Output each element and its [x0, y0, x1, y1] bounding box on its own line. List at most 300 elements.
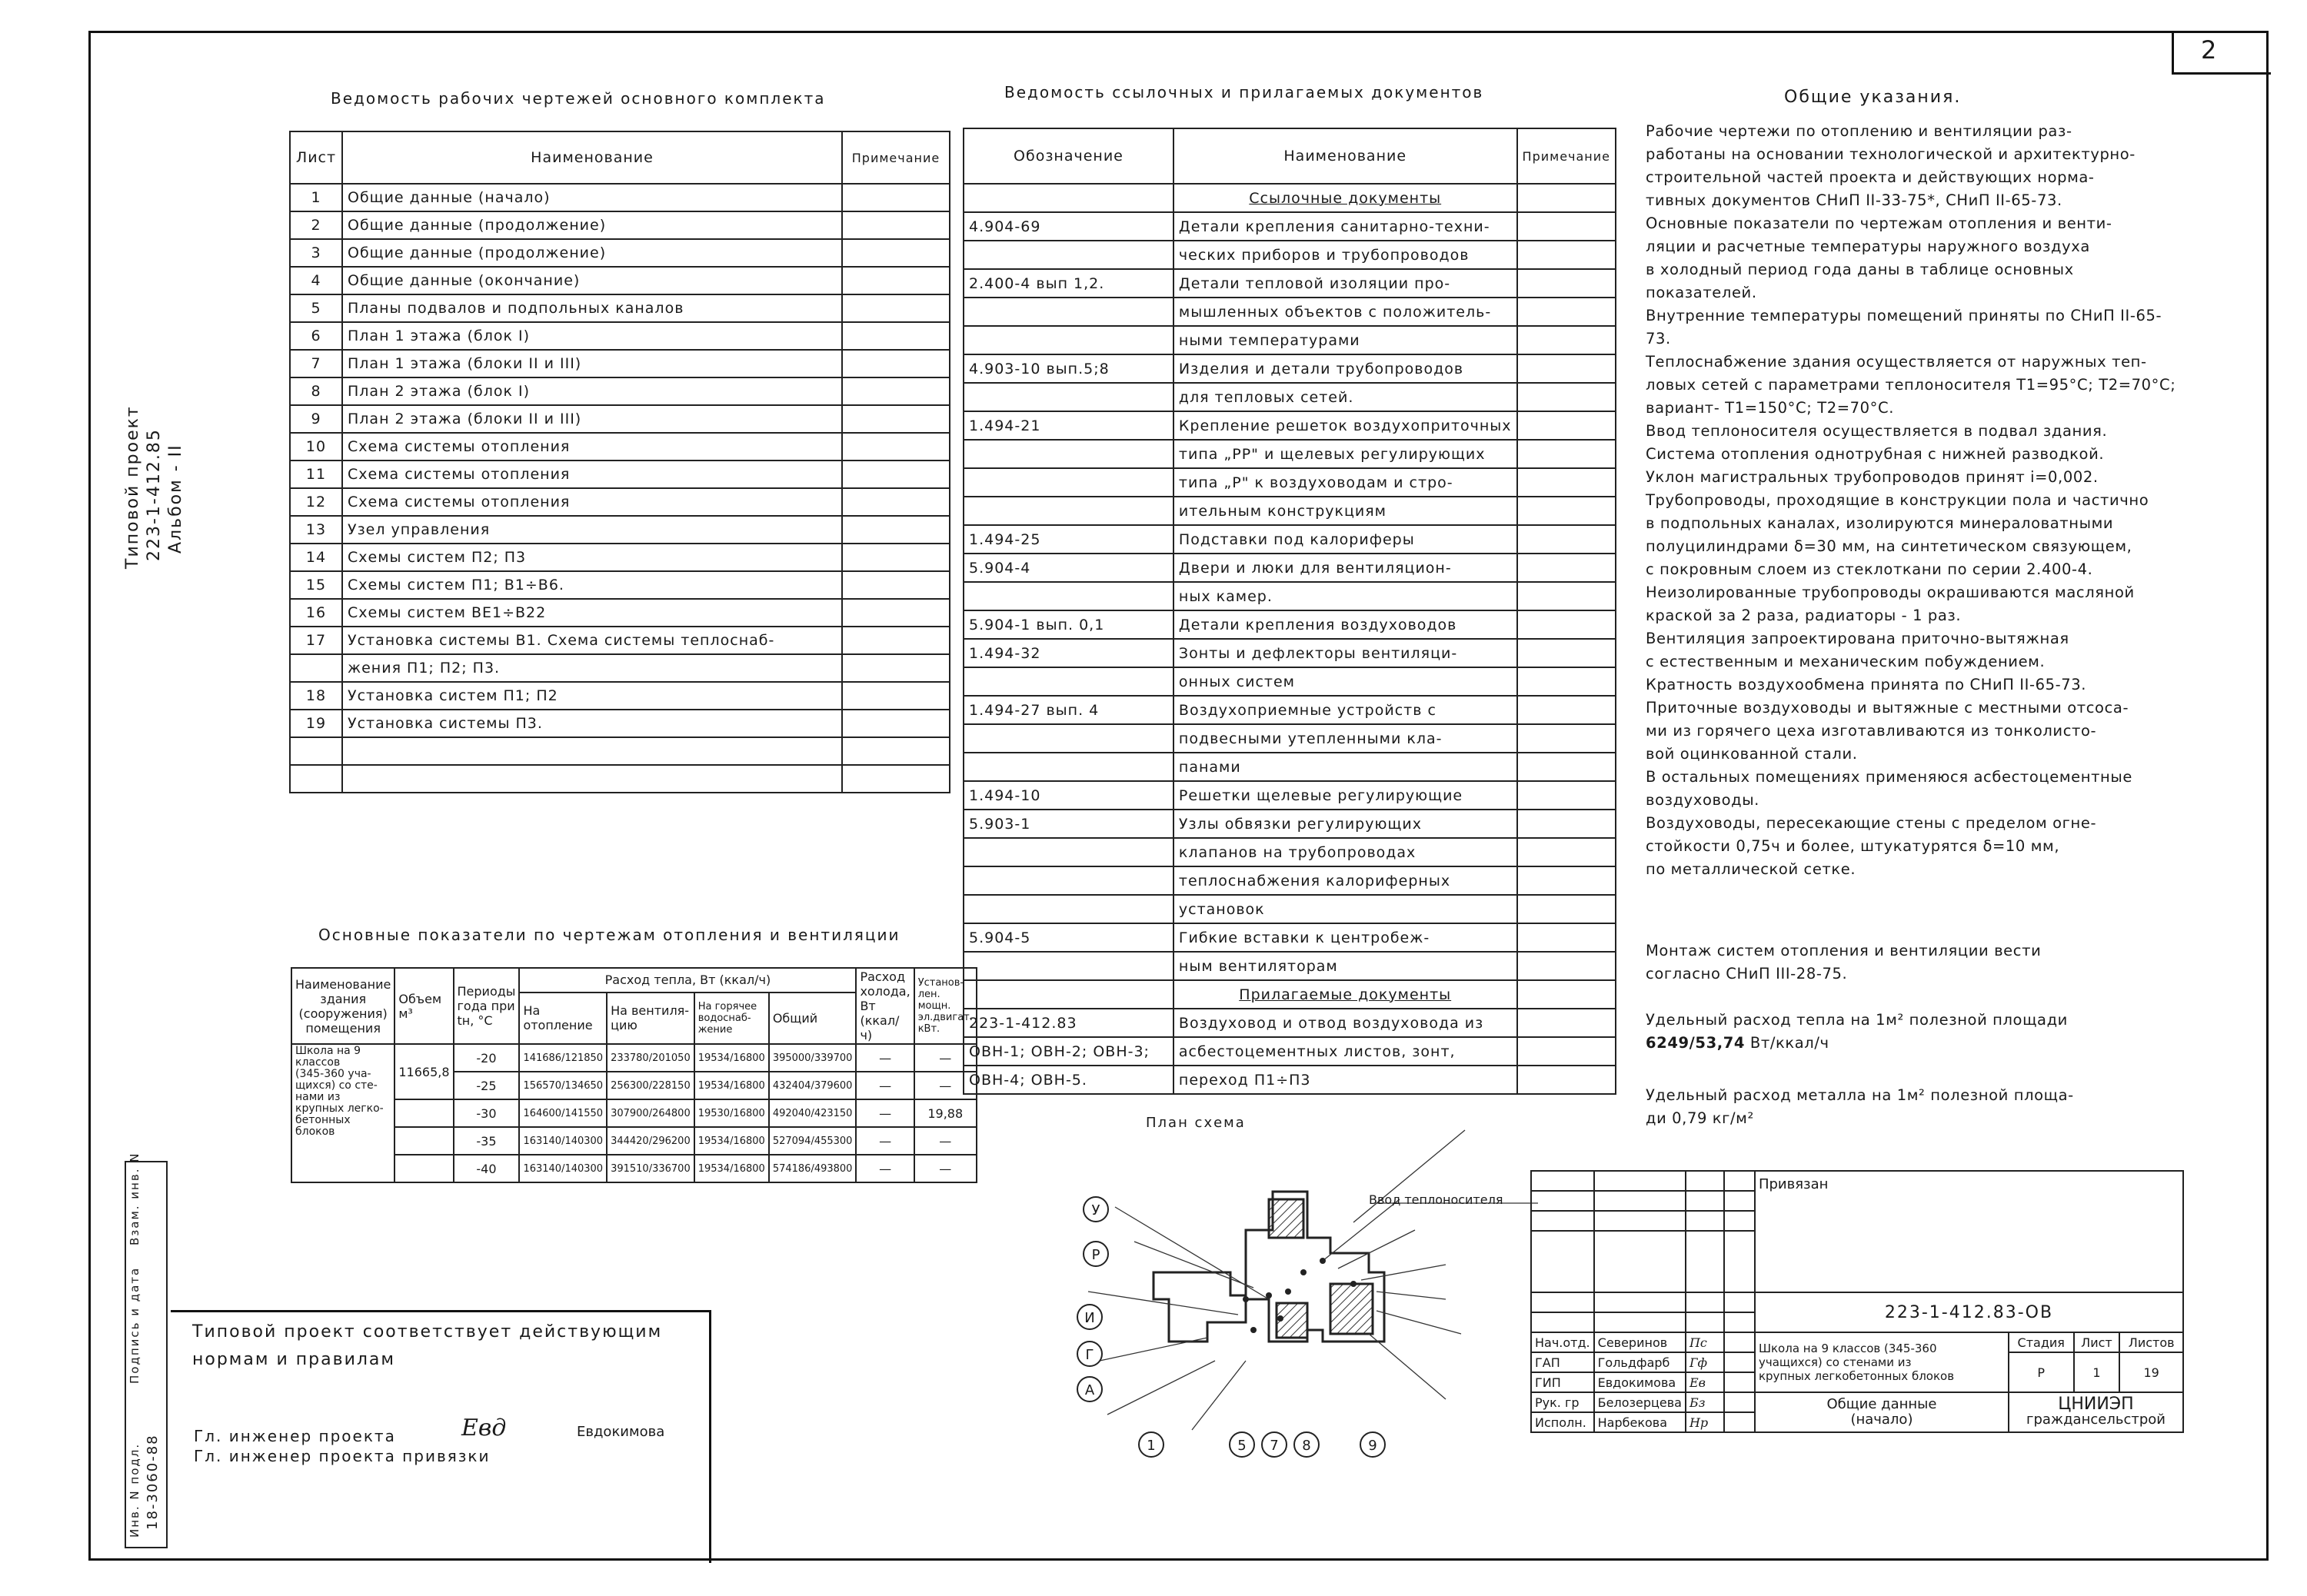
staff-signature-2: Ев: [1686, 1372, 1724, 1392]
note-line: Рабочие чертежи по отоплению и вентиляции раз-: [1646, 122, 2072, 140]
building-line: нами из: [295, 1091, 341, 1103]
indicator-cell: 19,88: [914, 1099, 977, 1127]
note-line: ми из горячего цеха изготавливаются из тонколисто-: [1646, 722, 2097, 740]
reference-row: [964, 582, 1616, 610]
drawing-name: План 1 этажа (блоки II и III): [342, 350, 842, 377]
axis-g: Г: [1077, 1341, 1103, 1367]
reference-code: [964, 582, 1173, 610]
note-line: ляции и расчетные температуры наружного воздуха: [1646, 238, 2090, 255]
drawing-sheet-no: [290, 765, 342, 793]
conformity-line-2: нормам и правилам: [192, 1350, 396, 1369]
staff-name-3: Белозерцева: [1594, 1392, 1686, 1412]
drawing-name: Общие данные (продолжение): [342, 239, 842, 267]
reference-code: 4.904-69: [964, 212, 1173, 241]
project-vertical-title-1: Типовой проект: [123, 405, 142, 569]
reference-note: [1517, 952, 1616, 980]
drawing-name: Схемы систем ВЕ1÷В22: [342, 599, 842, 627]
indicator-cell: 19534/16800: [694, 1044, 769, 1072]
indicator-cell: 156570/134650: [519, 1072, 607, 1099]
note-line: с естественным и механическим побуждением.: [1646, 653, 2046, 670]
montage-note: [1646, 939, 2041, 986]
reference-row: [964, 497, 1616, 525]
indicator-cell: -25: [454, 1072, 520, 1099]
org-subname: граждансельстрой: [2026, 1411, 2166, 1428]
reference-name: Детали тепловой изоляции про-: [1173, 269, 1517, 298]
sheet-label: Лист: [2074, 1332, 2120, 1352]
axis-a: А: [1077, 1376, 1103, 1402]
drawing-sheet-no: 11: [290, 461, 342, 488]
staff-name-0: Северинов: [1594, 1332, 1686, 1352]
staff-signature-0: Пс: [1686, 1332, 1724, 1352]
drawing-row: [290, 294, 950, 322]
col-periods: Периоды года при tн, °С: [454, 968, 520, 1044]
reference-note: [1517, 298, 1616, 326]
reference-note: [1517, 212, 1616, 241]
drawing-name: [342, 737, 842, 765]
left-stamp-label-1: Инв. N подл.: [128, 1442, 141, 1538]
reference-row: [964, 866, 1616, 895]
drawing-row: [290, 267, 950, 294]
reference-code: [964, 241, 1173, 269]
drawing-sheet-no: 16: [290, 599, 342, 627]
drawing-note: [842, 322, 950, 350]
note-line: Уклон магистральных трубопроводов принят i=0,002.: [1646, 468, 2099, 486]
reference-name: ными температурами: [1173, 326, 1517, 354]
indicator-cell: 492040/423150: [769, 1099, 857, 1127]
drawing-sheet-no: 14: [290, 544, 342, 571]
indicator-cell: 233780/201050: [607, 1044, 694, 1072]
staff-role-2: ГИП: [1531, 1372, 1594, 1392]
reference-row: [964, 923, 1616, 952]
indicator-row: [291, 1099, 977, 1127]
title-block: [1530, 1170, 2184, 1433]
reference-name: ным вентиляторам: [1173, 952, 1517, 980]
indicator-cell: 391510/336700: [607, 1155, 694, 1182]
reference-name: Прилагаемые документы: [1173, 980, 1517, 1009]
col-heat-heating: На отопление: [519, 993, 607, 1044]
drawing-name: Установка системы П3.: [342, 710, 842, 737]
object-line-1: Школа на 9 классов (345-360: [1758, 1342, 1937, 1355]
reference-row: [964, 525, 1616, 554]
drawing-name: Общие данные (продолжение): [342, 211, 842, 239]
reference-row: [964, 810, 1616, 838]
note-line: тивных документов СНиП II-33-75*, СНиП II-65-73.: [1646, 191, 2062, 209]
reference-docs-table: [963, 128, 1616, 1095]
reference-code: 223-1-412.83: [964, 1009, 1173, 1037]
reference-code: [964, 667, 1173, 696]
indicators-table: [291, 967, 977, 1183]
drawing-note: [842, 184, 950, 211]
note-line: Трубопроводы, проходящие в конструкции пола и частично: [1646, 491, 2149, 509]
reference-code: [964, 895, 1173, 923]
sheet-value: 1: [2074, 1352, 2120, 1392]
reference-note: [1517, 554, 1616, 582]
reference-note: [1517, 269, 1616, 298]
reference-name: асбестоцементных листов, зонт,: [1173, 1037, 1517, 1066]
axis-5: 5: [1229, 1431, 1255, 1458]
reference-row: [964, 354, 1616, 383]
reference-row: [964, 212, 1616, 241]
reference-note: [1517, 411, 1616, 440]
drawing-sheet-no: [290, 654, 342, 682]
col-sheet: Лист: [290, 131, 342, 184]
drawing-row: [290, 377, 950, 405]
building-line: щихся) со сте-: [295, 1079, 378, 1092]
reference-code: [964, 952, 1173, 980]
staff-role-0: Нач.отд.: [1531, 1332, 1594, 1352]
indicator-cell: 432404/379600: [769, 1072, 857, 1099]
drawing-name: [342, 765, 842, 793]
note-line: ловых сетей с параметрами теплоносителя Т1=95°С; Т2=70°С;: [1646, 376, 2176, 394]
reference-code: [964, 724, 1173, 753]
bound-label: Привязан: [1758, 1176, 1829, 1192]
reference-row: [964, 753, 1616, 781]
note-line: Система отопления однотрубная с нижней разводкой.: [1646, 445, 2105, 463]
reference-name: панами: [1173, 753, 1517, 781]
col-ref-note: Примечание: [1517, 128, 1616, 184]
drawing-note: [842, 405, 950, 433]
drawing-row: [290, 350, 950, 377]
col-ref-name: Наименование: [1173, 128, 1517, 184]
reference-note: [1517, 610, 1616, 639]
reference-code: 1.494-32: [964, 639, 1173, 667]
note-line: Воздуховоды, пересекающие стены с пределом огне-: [1646, 814, 2097, 832]
drawing-note: [842, 488, 950, 516]
reference-name: онных систем: [1173, 667, 1517, 696]
left-stamp-label-3: Взам. инв. N: [128, 1152, 141, 1245]
drawing-sheet-no: [290, 737, 342, 765]
note-line: В остальных помещениях применяюся асбестоцементные: [1646, 768, 2133, 786]
staff-signature-4: Нр: [1686, 1412, 1724, 1432]
drawing-name: План 2 этажа (блок I): [342, 377, 842, 405]
axis-9: 9: [1360, 1431, 1386, 1458]
staff-name-4: Нарбекова: [1594, 1412, 1686, 1432]
building-line: (345-360 уча-: [295, 1068, 371, 1080]
reference-row: [964, 610, 1616, 639]
indicator-cell: 19530/16800: [694, 1099, 769, 1127]
drawing-sheet-no: 7: [290, 350, 342, 377]
reference-code: 5.904-1 вып. 0,1: [964, 610, 1173, 639]
scheme-input-label: Ввод теплоносителя: [1369, 1192, 1503, 1207]
reference-note: [1517, 497, 1616, 525]
reference-row: [964, 184, 1616, 212]
reference-name: клапанов на трубопроводах: [1173, 838, 1517, 866]
reference-code: [964, 184, 1173, 212]
staff-role-1: ГАП: [1531, 1352, 1594, 1372]
note-line: краской за 2 раза, радиаторы - 1 раз.: [1646, 607, 1962, 624]
drawing-note: [842, 461, 950, 488]
col-heat-total: Общий: [769, 993, 857, 1044]
staff-signature-3: Бз: [1686, 1392, 1724, 1412]
indicator-cell: 19534/16800: [694, 1127, 769, 1155]
drawing-sheet-no: 10: [290, 433, 342, 461]
indicator-cell: 19534/16800: [694, 1072, 769, 1099]
drawing-note: [842, 737, 950, 765]
indicator-cell: -20: [454, 1044, 520, 1072]
project-code: 223-1-412.83-ОВ: [1884, 1302, 2054, 1322]
drawing-row: [290, 211, 950, 239]
note-line: Основные показатели по чертежам отопления и венти-: [1646, 214, 2112, 232]
drawing-sheet-no: 19: [290, 710, 342, 737]
reference-note: [1517, 923, 1616, 952]
indicator-cell: —: [914, 1044, 977, 1072]
drawing-note: [842, 654, 950, 682]
reference-code: 2.400-4 вып 1,2.: [964, 269, 1173, 298]
indicator-cell: 256300/228150: [607, 1072, 694, 1099]
indicator-row: [291, 1044, 977, 1072]
axis-8: 8: [1293, 1431, 1320, 1458]
reference-row: [964, 895, 1616, 923]
reference-name: Решетки щелевые регулирующие: [1173, 781, 1517, 810]
col-code: Обозначение: [964, 128, 1173, 184]
reference-row: [964, 781, 1616, 810]
staff-signature-1: Гф: [1686, 1352, 1724, 1372]
reference-code: [964, 440, 1173, 468]
staff-role-4: Исполн.: [1531, 1412, 1594, 1432]
drawing-row: [290, 322, 950, 350]
reference-row: [964, 241, 1616, 269]
note-line: Кратность воздухообмена принята по СНиП II-65-73.: [1646, 676, 2087, 693]
indicator-cell: 19534/16800: [694, 1155, 769, 1182]
reference-name: переход П1÷П3: [1173, 1066, 1517, 1094]
indicator-cell: 574186/493800: [769, 1155, 857, 1182]
reference-code: 1.494-21: [964, 411, 1173, 440]
sheet-title-2: (начало): [1850, 1411, 1913, 1428]
drawing-row: [290, 405, 950, 433]
drawing-note: [842, 627, 950, 654]
indicator-cell: —: [856, 1155, 914, 1182]
indicator-row: [291, 1155, 977, 1182]
drawing-row: [290, 433, 950, 461]
reference-code: [964, 980, 1173, 1009]
reference-code: ОВН-1; ОВН-2; ОВН-3;: [964, 1037, 1173, 1066]
indicator-volume-empty: [394, 1155, 453, 1182]
reference-note: [1517, 582, 1616, 610]
general-notes: [1646, 120, 2184, 881]
reference-note: [1517, 866, 1616, 895]
reference-code: 1.494-25: [964, 525, 1173, 554]
project-vertical-title-2: 223-1-412.85: [145, 428, 164, 561]
reference-row: [964, 639, 1616, 667]
reference-note: [1517, 184, 1616, 212]
drawing-row: [290, 184, 950, 211]
drawing-name: Схемы систем П1; В1÷В6.: [342, 571, 842, 599]
indicator-cell: —: [856, 1072, 914, 1099]
reference-name: Детали крепления воздуховодов: [1173, 610, 1517, 639]
drawing-note: [842, 710, 950, 737]
note-line: вариант- Т1=150°С; Т2=70°С.: [1646, 399, 1895, 417]
drawing-note: [842, 765, 950, 793]
note-line: стойкости 0,75ч и более, штукатурятся δ=10 мм,: [1646, 837, 2060, 855]
reference-note: [1517, 525, 1616, 554]
reference-docs-heading: Ведомость ссылочных и прилагаемых документов: [1004, 83, 1484, 101]
reference-row: [964, 554, 1616, 582]
note-line: Внутренние температуры помещений приняты по СНиП II-65-73.: [1646, 307, 2162, 347]
reference-row: [964, 724, 1616, 753]
reference-name: для тепловых сетей.: [1173, 383, 1517, 411]
drawing-sheet-no: 15: [290, 571, 342, 599]
reference-name: типа „Р" к воздуховодам и стро-: [1173, 468, 1517, 497]
drawings-list-table: [289, 131, 950, 793]
reference-name: ительным конструкциям: [1173, 497, 1517, 525]
reference-name: подвесными утепленными кла-: [1173, 724, 1517, 753]
drawing-name: Установка систем П1; П2: [342, 682, 842, 710]
sheet-number: 2: [2201, 35, 2217, 65]
col-volume: Объем м³: [394, 968, 453, 1044]
drawing-name: Схема системы отопления: [342, 433, 842, 461]
reference-row: [964, 667, 1616, 696]
building-line: блоков: [295, 1126, 335, 1138]
drawing-name: Планы подвалов и подпольных каналов: [342, 294, 842, 322]
indicator-cell: -35: [454, 1127, 520, 1155]
reference-code: [964, 866, 1173, 895]
reference-row: [964, 411, 1616, 440]
axis-u: У: [1083, 1196, 1109, 1222]
col-heat-vent: На вентиля-цию: [607, 993, 694, 1044]
building-line: крупных легко-: [295, 1102, 384, 1115]
drawing-sheet-no: 8: [290, 377, 342, 405]
note-line: Приточные воздуховоды и вытяжные с местными отсоса-: [1646, 699, 2129, 717]
note-line: Ввод теплоносителя осуществляется в подвал здания.: [1646, 422, 2108, 440]
chief-engineer-signature: Евд: [461, 1415, 507, 1441]
montage-line-2: согласно СНиП III-28-75.: [1646, 965, 1848, 983]
indicator-cell: 164600/141550: [519, 1099, 607, 1127]
reference-note: [1517, 781, 1616, 810]
reference-note: [1517, 241, 1616, 269]
reference-row: [964, 440, 1616, 468]
plan-scheme: [1015, 1107, 1538, 1468]
indicator-building: [291, 1044, 394, 1182]
note-line: в подпольных каналах, изолируются минераловатными: [1646, 514, 2114, 532]
reference-note: [1517, 895, 1616, 923]
drawing-note: [842, 571, 950, 599]
reference-row: [964, 383, 1616, 411]
note-line: вой оцинкованной стали.: [1646, 745, 1858, 763]
indicator-cell: -30: [454, 1099, 520, 1127]
reference-note: [1517, 696, 1616, 724]
indicator-cell: —: [914, 1127, 977, 1155]
reference-name: ческих приборов и трубопроводов: [1173, 241, 1517, 269]
reference-code: 1.494-10: [964, 781, 1173, 810]
reference-note: [1517, 1037, 1616, 1066]
reference-row: [964, 326, 1616, 354]
reference-row: [964, 269, 1616, 298]
reference-code: 5.904-5: [964, 923, 1173, 952]
montage-line-1: Монтаж систем отопления и вентиляции вести: [1646, 942, 2042, 959]
reference-code: 4.903-10 вып.5;8: [964, 354, 1173, 383]
indicator-row: [291, 1127, 977, 1155]
reference-note: [1517, 667, 1616, 696]
col-cold: Расход холода, Вт (ккал/ч): [856, 968, 914, 1044]
reference-row: [964, 298, 1616, 326]
reference-name: Воздухоприемные устройств с: [1173, 696, 1517, 724]
drawing-row: [290, 765, 950, 793]
staff-name-2: Евдокимова: [1594, 1372, 1686, 1392]
note-line: с покровным слоем из стеклоткани по серии 2.400-4.: [1646, 560, 2093, 578]
drawing-sheet-no: 12: [290, 488, 342, 516]
drawing-row: [290, 461, 950, 488]
drawings-list-heading: Ведомость рабочих чертежей основного комплекта: [331, 89, 826, 108]
reference-row: [964, 952, 1616, 980]
drawing-note: [842, 544, 950, 571]
indicator-cell: -40: [454, 1155, 520, 1182]
sheet-number-box: [2172, 31, 2271, 75]
reference-row: [964, 838, 1616, 866]
reference-name: Крепление решеток воздухоприточных: [1173, 411, 1517, 440]
drawing-row: [290, 544, 950, 571]
chief-engineer-role: Гл. инженер проекта: [194, 1427, 396, 1445]
col-power: Установ-лен. мощн. эл.двигат. кВт.: [914, 968, 977, 1044]
drawing-name: Схема системы отопления: [342, 488, 842, 516]
binding-engineer-role: Гл. инженер проекта привязки: [194, 1447, 491, 1465]
indicator-cell: —: [856, 1127, 914, 1155]
reference-name: типа „РР" и щелевых регулирующих: [1173, 440, 1517, 468]
reference-name: Детали крепления санитарно-техни-: [1173, 212, 1517, 241]
org-name: ЦНИИЭП: [2058, 1395, 2134, 1414]
drawing-name: жения П1; П2; П3.: [342, 654, 842, 682]
reference-code: [964, 383, 1173, 411]
drawing-note: [842, 350, 950, 377]
reference-name: Воздуховод и отвод воздуховода из: [1173, 1009, 1517, 1037]
drawing-row: [290, 654, 950, 682]
stage-value: Р: [2009, 1352, 2074, 1392]
drawing-row: [290, 627, 950, 654]
note-line: работаны на основании технологической и архитектурно-: [1646, 145, 2136, 163]
indicator-cell: —: [914, 1155, 977, 1182]
drawing-row: [290, 571, 950, 599]
axis-r: Р: [1083, 1241, 1109, 1267]
drawing-sheet-no: 3: [290, 239, 342, 267]
drawing-name: Общие данные (начало): [342, 184, 842, 211]
drawing-note: [842, 294, 950, 322]
drawing-row: [290, 682, 950, 710]
drawing-note: [842, 239, 950, 267]
reference-code: [964, 298, 1173, 326]
indicator-cell: 163140/140300: [519, 1155, 607, 1182]
drawing-note: [842, 516, 950, 544]
drawing-name: Общие данные (окончание): [342, 267, 842, 294]
staff-name-1: Гольдфарб: [1594, 1352, 1686, 1372]
col-name: Наименование: [342, 131, 842, 184]
reference-note: [1517, 326, 1616, 354]
indicators-heading: Основные показатели по чертежам отопления и вентиляции: [318, 926, 900, 944]
notes-heading: Общие указания.: [1784, 88, 1962, 107]
reference-row: [964, 468, 1616, 497]
drawing-sheet-no: 6: [290, 322, 342, 350]
reference-name: Зонты и дефлекторы вентиляци-: [1173, 639, 1517, 667]
note-line: показателей.: [1646, 284, 1757, 301]
project-vertical-title-3: Альбом - II: [166, 444, 185, 554]
object-line-2: учащихся) со стенами из: [1758, 1355, 1912, 1369]
note-line: Теплоснабжение здания осуществляется от наружных теп-: [1646, 353, 2147, 371]
reference-note: [1517, 383, 1616, 411]
reference-name: установок: [1173, 895, 1517, 923]
left-stamp-label-2: Подпись и дата: [128, 1266, 141, 1384]
object-line-3: крупных легкобетонных блоков: [1758, 1369, 1955, 1383]
conformity-line-1: Типовой проект соответствует действующим: [192, 1322, 663, 1342]
reference-note: [1517, 1009, 1616, 1037]
indicator-cell: 344420/296200: [607, 1127, 694, 1155]
reference-row: [964, 1009, 1616, 1037]
indicator-cell: —: [914, 1072, 977, 1099]
drawing-sheet-no: 17: [290, 627, 342, 654]
reference-name: ных камер.: [1173, 582, 1517, 610]
heat-specific-note: [1646, 1009, 2068, 1055]
drawing-row: [290, 599, 950, 627]
reference-code: 5.904-4: [964, 554, 1173, 582]
reference-note: [1517, 1066, 1616, 1094]
reference-code: 1.494-27 вып. 4: [964, 696, 1173, 724]
